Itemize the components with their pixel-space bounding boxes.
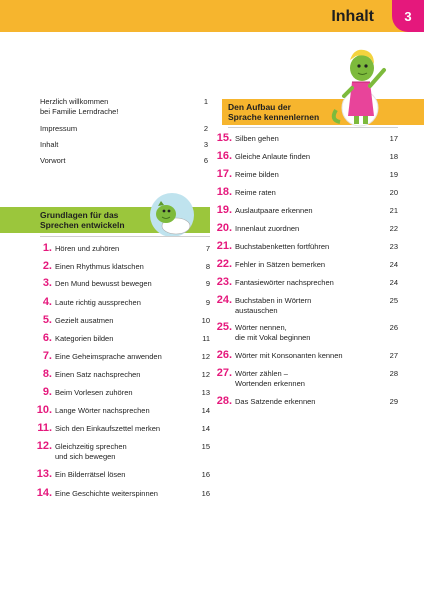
toc-entry-number: 17. (216, 168, 232, 180)
intro-item-title: Impressum (40, 124, 78, 133)
toc-entry[interactable] (212, 259, 398, 270)
toc-entry-title: Hören und zuhören (55, 244, 120, 253)
toc-entry-page: 19 (389, 170, 398, 179)
toc-entry-page: 25 (389, 296, 398, 305)
intro-item-page: 6 (203, 156, 208, 165)
intro-item-title: Vorwort (40, 156, 66, 165)
toc-entry[interactable] (32, 243, 210, 254)
toc-entry-number: 13. (36, 468, 52, 480)
toc-entry[interactable] (212, 350, 398, 361)
toc-entry-number: 15. (216, 132, 232, 144)
intro-item-title: Inhalt (40, 140, 59, 149)
intro-item-page: 1 (203, 97, 208, 106)
toc-entry-title: Buchstaben in Wörtern austauschen (235, 296, 312, 315)
toc-entry-title: Das Satzende erkennen (235, 397, 316, 406)
toc-entry-page: 23 (389, 242, 398, 251)
toc-entry-page: 14 (201, 424, 210, 433)
intro-item[interactable] (40, 97, 208, 117)
toc-entry-page: 21 (389, 206, 398, 215)
toc-entry-number: 16. (216, 150, 232, 162)
dragon-girl-illustration (330, 40, 400, 130)
toc-entry-title: Gleiche Anlaute finden (235, 152, 311, 161)
toc-entry[interactable] (32, 315, 210, 326)
toc-entry-number: 5. (42, 314, 52, 326)
toc-entry[interactable] (212, 368, 398, 388)
toc-entry-page: 29 (389, 397, 398, 406)
toc-entry-number: 14. (36, 487, 52, 499)
toc-entry-page: 14 (201, 406, 210, 415)
toc-entry-page: 27 (389, 351, 398, 360)
toc-entry[interactable] (32, 297, 210, 308)
toc-entry-page: 12 (201, 352, 210, 361)
toc-entry-title: Buchstabenketten fortführen (235, 242, 330, 251)
toc-entry-page: 12 (201, 370, 210, 379)
section-divider (228, 127, 398, 128)
intro-item-page: 2 (203, 124, 208, 133)
toc-entry-title: Auslautpaare erkennen (235, 206, 313, 215)
toc-entry-number: 11. (37, 422, 52, 434)
toc-entry-number: 24. (216, 294, 232, 306)
toc-entry-title: Gezielt ausatmen (55, 316, 114, 325)
toc-entry-page: 26 (389, 323, 398, 332)
toc-entry-number: 2. (42, 260, 52, 272)
toc-entry-number: 7. (42, 350, 52, 362)
toc-entry-title: Wörter zählen – Wortenden erkennen (235, 369, 305, 388)
toc-entry-number: 10. (36, 404, 52, 416)
toc-entry-page: 8 (205, 262, 210, 271)
toc-entry[interactable] (32, 387, 210, 398)
toc-entry-number: 23. (216, 276, 232, 288)
toc-entry-page: 7 (205, 244, 210, 253)
toc-entry-title: Einen Rhythmus klatschen (55, 262, 144, 271)
intro-item-page: 3 (203, 140, 208, 149)
toc-entry-number: 25. (216, 321, 232, 333)
toc-entry-title: Fehler in Sätzen bemerken (235, 260, 326, 269)
toc-entry-number: 6. (42, 332, 52, 344)
toc-entry[interactable] (212, 205, 398, 216)
toc-entry-title: Lange Wörter nachsprechen (55, 406, 150, 415)
toc-entry[interactable] (212, 295, 398, 315)
toc-entry-title: Innenlaut zuordnen (235, 224, 300, 233)
toc-entry-page: 24 (389, 260, 398, 269)
toc-entry-number: 20. (216, 222, 232, 234)
section-title-line: Sprache kennenlernen (228, 112, 320, 122)
toc-entry[interactable] (32, 278, 210, 289)
toc-entry[interactable] (32, 441, 210, 461)
toc-entry-page: 10 (201, 316, 210, 325)
section-title-line: Den Aufbau der (228, 102, 291, 112)
toc-entry-title: Silben gehen (235, 134, 279, 143)
toc-entry-number: 18. (216, 186, 232, 198)
toc-entry-page: 9 (205, 298, 210, 307)
toc-entry[interactable] (32, 351, 210, 362)
toc-entry-page: 20 (389, 188, 398, 197)
intro-item[interactable] (40, 124, 208, 134)
toc-entry-number: 26. (216, 349, 232, 361)
toc-entry[interactable] (32, 469, 210, 480)
toc-entry-title: Reime raten (235, 188, 276, 197)
intro-item[interactable] (40, 156, 208, 166)
toc-entry-title: Wörter mit Konsonanten kennen (235, 351, 343, 360)
toc-entry-title: Fantasiewörter nachsprechen (235, 278, 334, 287)
toc-entry-page: 22 (389, 224, 398, 233)
toc-entry-page: 9 (205, 279, 210, 288)
page-title: Inhalt (331, 8, 374, 25)
toc-entry[interactable] (32, 369, 210, 380)
toc-entry[interactable] (212, 133, 398, 144)
toc-entry-number: 27. (216, 367, 232, 379)
toc-entry-number: 22. (216, 258, 232, 270)
toc-entry-number: 8. (42, 368, 52, 380)
toc-entry-page: 18 (389, 152, 398, 161)
toc-entry-number: 4. (42, 296, 52, 308)
toc-entry[interactable] (32, 261, 210, 272)
page-number-badge: 3 (392, 0, 424, 32)
toc-entry[interactable] (32, 333, 210, 344)
toc-entry[interactable] (212, 187, 398, 198)
toc-entry[interactable] (212, 223, 398, 234)
toc-entry-number: 21. (216, 240, 232, 252)
toc-entry-page: 13 (201, 388, 210, 397)
toc-entry[interactable] (32, 405, 210, 416)
toc-entry-title: Den Mund bewusst bewegen (55, 279, 152, 288)
toc-entry[interactable] (212, 277, 398, 288)
toc-entry[interactable] (212, 241, 398, 252)
toc-entry-number: 1. (42, 242, 52, 254)
toc-entry[interactable] (212, 169, 398, 180)
toc-entry-page: 28 (389, 369, 398, 378)
toc-entry[interactable] (32, 423, 210, 434)
toc-entry[interactable] (212, 396, 398, 407)
toc-entry-title: Eine Geheimsprache anwenden (55, 352, 162, 361)
intro-item-title: Herzlich willkommen bei Familie Lerndrache! (40, 97, 119, 116)
toc-entry-title: Kategorien bilden (55, 334, 114, 343)
section-title-line: Sprechen entwickeln (40, 220, 125, 230)
toc-entry-page: 16 (201, 470, 210, 479)
toc-entry-number: 12. (36, 440, 52, 452)
toc-entry-title: Laute richtig aussprechen (55, 298, 141, 307)
toc-entry-number: 3. (42, 277, 52, 289)
toc-entry-title: Gleichzeitig sprechen und sich bewegen (55, 442, 127, 461)
section-title-line: Grundlagen für das (40, 210, 119, 220)
dragon-baby-illustration (146, 190, 198, 240)
toc-entry-number: 9. (42, 386, 52, 398)
toc-entry-number: 28. (216, 395, 232, 407)
toc-entry-title: Eine Geschichte weiterspinnen (55, 489, 158, 498)
toc-entry-page: 17 (389, 134, 398, 143)
toc-entry-page: 16 (201, 489, 210, 498)
toc-entry[interactable] (212, 151, 398, 162)
toc-entry-title: Einen Satz nachsprechen (55, 370, 141, 379)
toc-entry-title: Sich den Einkaufszettel merken (55, 424, 161, 433)
toc-entry-title: Reime bilden (235, 170, 279, 179)
section-divider (40, 236, 210, 237)
toc-entry[interactable] (212, 322, 398, 342)
toc-entry-title: Ein Bilderrätsel lösen (55, 470, 126, 479)
toc-entry[interactable] (32, 488, 210, 499)
toc-entry-number: 19. (216, 204, 232, 216)
intro-item[interactable] (40, 140, 208, 150)
toc-entry-page: 15 (201, 442, 210, 451)
toc-entry-page: 11 (202, 334, 210, 343)
toc-entry-title: Wörter nennen, die mit Vokal beginnen (235, 323, 311, 342)
toc-entry-title: Beim Vorlesen zuhören (55, 388, 133, 397)
toc-entry-page: 24 (389, 278, 398, 287)
